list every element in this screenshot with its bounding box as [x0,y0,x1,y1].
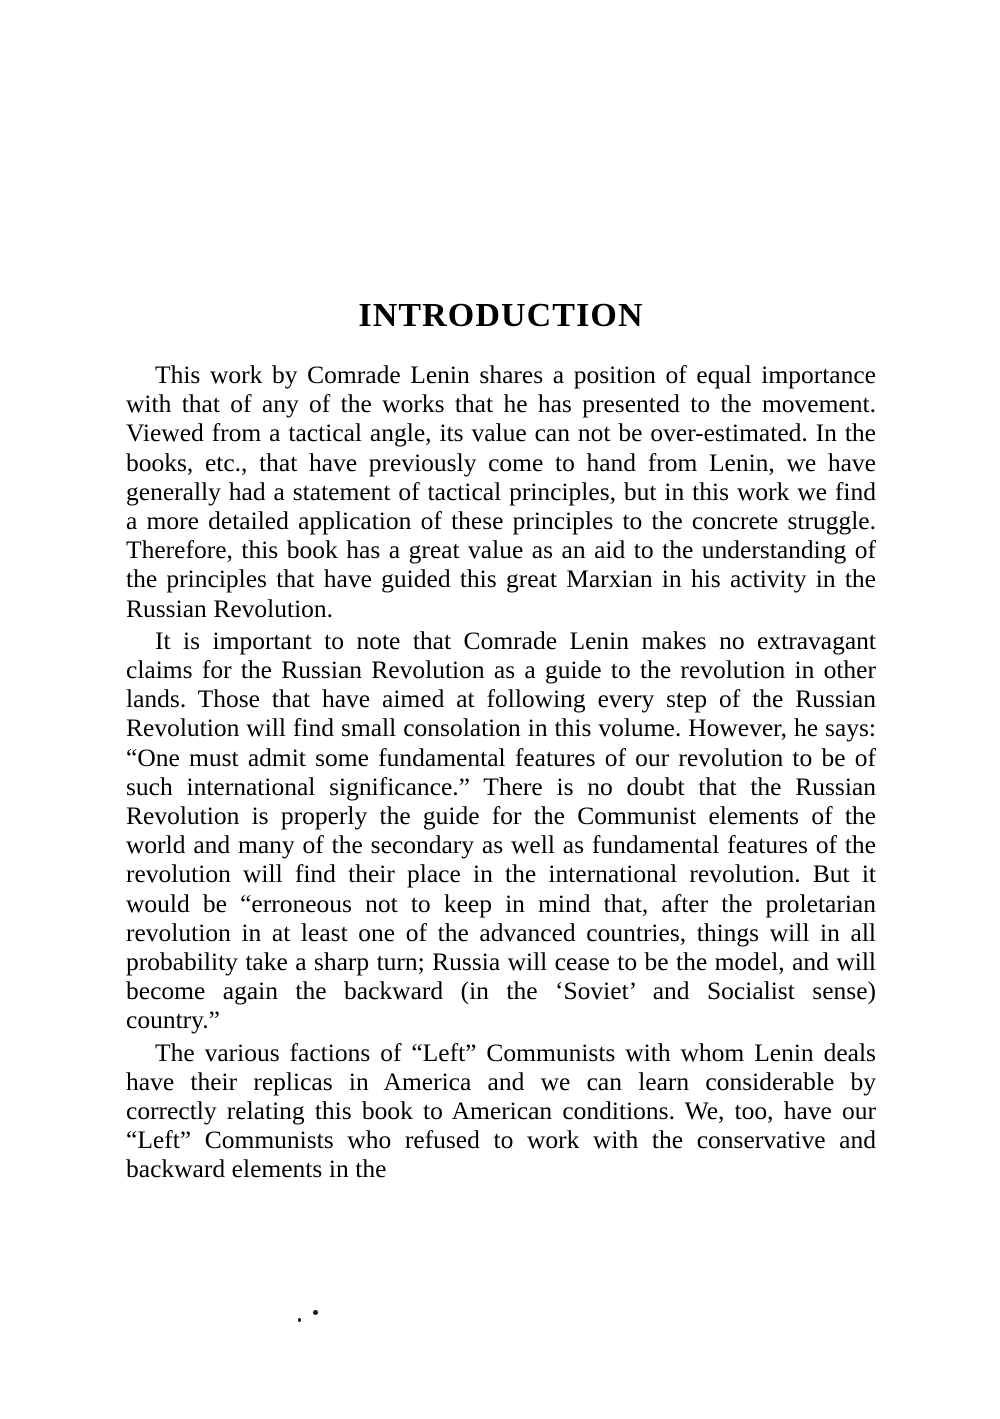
scan-speck [298,1318,301,1322]
paragraph-1: This work by Comrade Lenin shares a position of equal importance with that of any of the works that he has presented to the movement. Viewed from a tactical angle, its value can not be over-estimated. In the books, etc., that have previously come to hand from Lenin, we have generally had a statement of tactical principles, but in this work we find a more detailed application of these principles to the concrete struggle. Therefore, this book has a great value as an aid to the understanding of the principles that have guided this great Marxian in his activity in the Russian Revolution. [126,360,876,623]
paragraph-2: It is important to note that Comrade Lenin makes no extravagant claims for the Russian Revolution as a guide to the revolution in other lands. Those that have aimed at following every step of the Russian Revolution will find small consolation in this volume. However, he says: “One must admit some fundamental features of our revolution to be of such international significance.” There is no doubt that the Russian Revolution is properly the guide for the Communist elements of the world and many of the secondary as well as fundamental features of the revolution will find their place in the international revolution. But it would be “erroneous not to keep in mind that, after the proletarian revolution in at least one of the advanced countries, things will in all probability take a sharp turn; Russia will cease to be the model, and will become again the backward (in the ‘Soviet’ and Socialist sense) country.” [126,625,876,1035]
page-text-block [126,296,876,1184]
scan-speck [313,1310,318,1315]
paragraph-3: The various factions of “Left” Communists with whom Lenin deals have their replicas in America and we can learn considerable by correctly relating this book to American conditions. We, too, have our “Left” Communists who refused to work with the conservative and backward elements in the [126,1037,876,1184]
page-title: INTRODUCTION [358,297,644,334]
